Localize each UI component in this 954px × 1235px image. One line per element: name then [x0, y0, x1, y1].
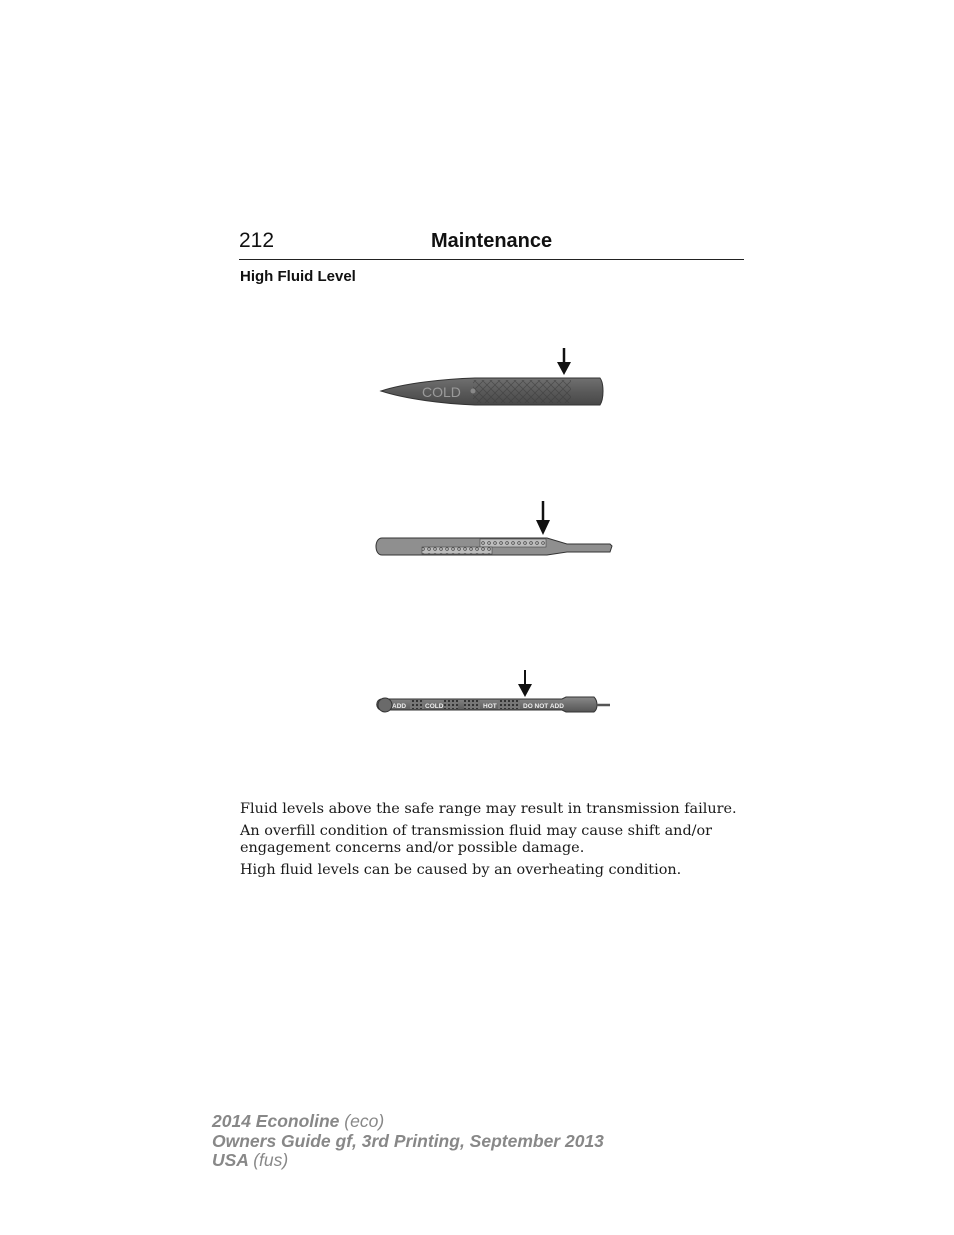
footer-line-1: 2014 Econoline (eco)	[212, 1111, 385, 1131]
arrow-down-icon	[536, 501, 550, 535]
dipstick-figure-1	[375, 345, 610, 410]
page-header	[239, 229, 744, 260]
cold-label: COLD	[422, 384, 461, 400]
page-number: 212	[239, 229, 275, 252]
footer	[212, 1112, 604, 1171]
section-title: Maintenance	[431, 230, 553, 252]
add-label: ADD	[392, 703, 407, 710]
paragraph-2: An overfill condition of transmission fluid may cause shift and/or engagement concerns and/or possible damage.	[240, 823, 713, 856]
do-not-add-label: DO NOT ADD	[523, 703, 564, 710]
cold-label: COLD	[425, 703, 444, 710]
arrow-down-icon	[557, 348, 571, 375]
dipstick-figure-3	[372, 668, 617, 718]
arrow-down-icon	[518, 670, 532, 697]
subheading: High Fluid Level	[240, 268, 356, 285]
crosshatch-zone	[473, 380, 571, 403]
footer-line-2: Owners Guide gf, 3rd Printing, September 2013	[212, 1130, 604, 1151]
hot-label: HOT	[483, 703, 497, 710]
paragraph-1: Fluid levels above the safe range may result in transmission failure.	[240, 801, 737, 817]
dipstick-figure-2	[372, 498, 617, 560]
footer-line-3: USA (fus)	[212, 1150, 289, 1170]
paragraph-3: High fluid levels can be caused by an overheating condition.	[240, 862, 682, 878]
